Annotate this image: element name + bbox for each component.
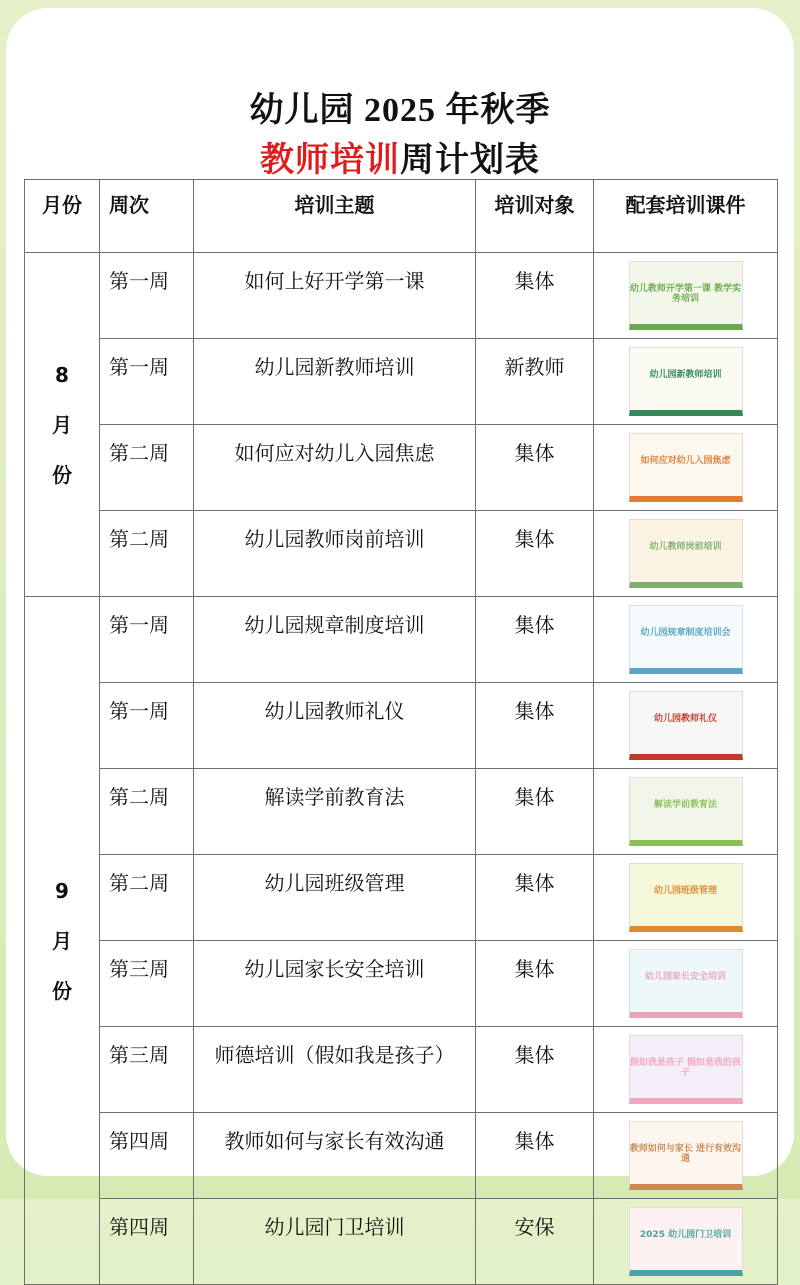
week-cell: 第一周 <box>100 683 194 769</box>
week-cell: 第一周 <box>100 597 194 683</box>
audience-cell: 集体 <box>476 683 594 769</box>
courseware-thumbnail[interactable] <box>629 777 743 846</box>
week-cell: 第四周 <box>100 1199 194 1285</box>
header-audience: 培训对象 <box>476 180 594 253</box>
audience-cell: 集体 <box>476 597 594 683</box>
audience-cell: 集体 <box>476 511 594 597</box>
courseware-cell <box>594 253 778 339</box>
courseware-thumbnail[interactable] <box>629 519 743 588</box>
month-label-fen: 份 <box>52 462 72 487</box>
month-label-fen: 份 <box>52 978 72 1003</box>
audience-cell: 集体 <box>476 769 594 855</box>
table-row <box>25 339 778 425</box>
topic-cell: 教师如何与家长有效沟通 <box>194 1113 476 1199</box>
training-plan-table <box>24 179 778 1285</box>
courseware-thumbnail[interactable] <box>629 1207 743 1276</box>
courseware-thumbnail-title: 幼儿园班级管理 <box>653 886 717 896</box>
month-label-yue: 月 <box>52 928 72 953</box>
courseware-thumbnail-title: 幼儿教师开学第一课 教学实务培训 <box>629 284 742 304</box>
courseware-cell <box>594 1113 778 1199</box>
header-month: 月份 <box>25 180 100 253</box>
month-label-num: 8 <box>55 362 69 387</box>
courseware-thumbnail-title: 幼儿园家长安全培训 <box>644 972 726 982</box>
courseware-thumbnail-title: 2025 幼儿园门卫培训 <box>639 1230 732 1240</box>
week-cell: 第二周 <box>100 511 194 597</box>
week-cell: 第三周 <box>100 941 194 1027</box>
table-row <box>25 1027 778 1113</box>
audience-cell: 集体 <box>476 855 594 941</box>
week-cell: 第二周 <box>100 425 194 511</box>
table-row <box>25 769 778 855</box>
table-row <box>25 597 778 683</box>
month-cell <box>25 253 100 597</box>
table-row <box>25 683 778 769</box>
topic-cell: 幼儿园规章制度培训 <box>194 597 476 683</box>
week-cell: 第一周 <box>100 339 194 425</box>
audience-cell: 集体 <box>476 941 594 1027</box>
table-row <box>25 1113 778 1199</box>
table-row <box>25 941 778 1027</box>
courseware-thumbnail-title: 幼儿园新教师培训 <box>649 370 722 380</box>
week-cell: 第二周 <box>100 769 194 855</box>
topic-cell: 幼儿园班级管理 <box>194 855 476 941</box>
table-row <box>25 253 778 339</box>
week-cell: 第一周 <box>100 253 194 339</box>
week-cell: 第四周 <box>100 1113 194 1199</box>
topic-cell: 如何应对幼儿入园焦虑 <box>194 425 476 511</box>
audience-cell: 集体 <box>476 425 594 511</box>
table-row <box>25 1199 778 1285</box>
topic-cell: 如何上好开学第一课 <box>194 253 476 339</box>
topic-cell: 幼儿园门卫培训 <box>194 1199 476 1285</box>
courseware-thumbnail[interactable] <box>629 1121 743 1190</box>
week-cell: 第三周 <box>100 1027 194 1113</box>
courseware-cell <box>594 425 778 511</box>
courseware-cell <box>594 855 778 941</box>
topic-cell: 师德培训（假如我是孩子） <box>194 1027 476 1113</box>
page-title-line2 <box>0 132 800 181</box>
header-topic: 培训主题 <box>194 180 476 253</box>
week-cell: 第二周 <box>100 855 194 941</box>
topic-cell: 解读学前教育法 <box>194 769 476 855</box>
table-row <box>25 855 778 941</box>
topic-cell: 幼儿园教师岗前培训 <box>194 511 476 597</box>
courseware-cell <box>594 769 778 855</box>
courseware-thumbnail[interactable] <box>629 261 743 330</box>
courseware-thumbnail-title: 教师如何与家长 进行有效沟通 <box>629 1144 742 1164</box>
title-highlight: 教师培训 <box>260 140 400 180</box>
month-cell <box>25 597 100 1285</box>
courseware-cell <box>594 941 778 1027</box>
courseware-thumbnail[interactable] <box>629 691 743 760</box>
audience-cell: 新教师 <box>476 339 594 425</box>
month-label-num: 9 <box>55 878 69 903</box>
audience-cell: 集体 <box>476 1027 594 1113</box>
courseware-thumbnail-title: 如何应对幼儿入园焦虑 <box>640 456 731 466</box>
courseware-cell <box>594 683 778 769</box>
courseware-thumbnail-title: 幼儿园规章制度培训会 <box>640 628 731 638</box>
courseware-cell <box>594 1027 778 1113</box>
title-rest: 周计划表 <box>400 140 540 180</box>
courseware-thumbnail-title: 解读学前教育法 <box>653 800 717 810</box>
table-header-row <box>25 180 778 253</box>
table-row <box>25 425 778 511</box>
courseware-cell <box>594 1199 778 1285</box>
topic-cell: 幼儿园教师礼仪 <box>194 683 476 769</box>
topic-cell: 幼儿园家长安全培训 <box>194 941 476 1027</box>
courseware-thumbnail[interactable] <box>629 949 743 1018</box>
courseware-thumbnail[interactable] <box>629 1035 743 1104</box>
courseware-cell <box>594 511 778 597</box>
courseware-thumbnail[interactable] <box>629 347 743 416</box>
header-week: 周次 <box>100 180 194 253</box>
courseware-thumbnail[interactable] <box>629 863 743 932</box>
header-courseware: 配套培训课件 <box>594 180 778 253</box>
topic-cell: 幼儿园新教师培训 <box>194 339 476 425</box>
page-title-line1: 幼儿园 2025 年秋季 <box>249 92 551 129</box>
courseware-thumbnail[interactable] <box>629 605 743 674</box>
table-row <box>25 511 778 597</box>
courseware-cell <box>594 339 778 425</box>
courseware-thumbnail-title: 幼儿园教师礼仪 <box>653 714 717 724</box>
audience-cell: 集体 <box>476 1113 594 1199</box>
courseware-thumbnail-title: 幼儿教师岗前培训 <box>649 542 722 552</box>
month-label-yue: 月 <box>52 412 72 437</box>
audience-cell: 集体 <box>476 253 594 339</box>
courseware-thumbnail[interactable] <box>629 433 743 502</box>
courseware-cell <box>594 597 778 683</box>
audience-cell: 安保 <box>476 1199 594 1285</box>
courseware-thumbnail-title: 假如我是孩子 假如是我的孩子 <box>629 1058 742 1078</box>
